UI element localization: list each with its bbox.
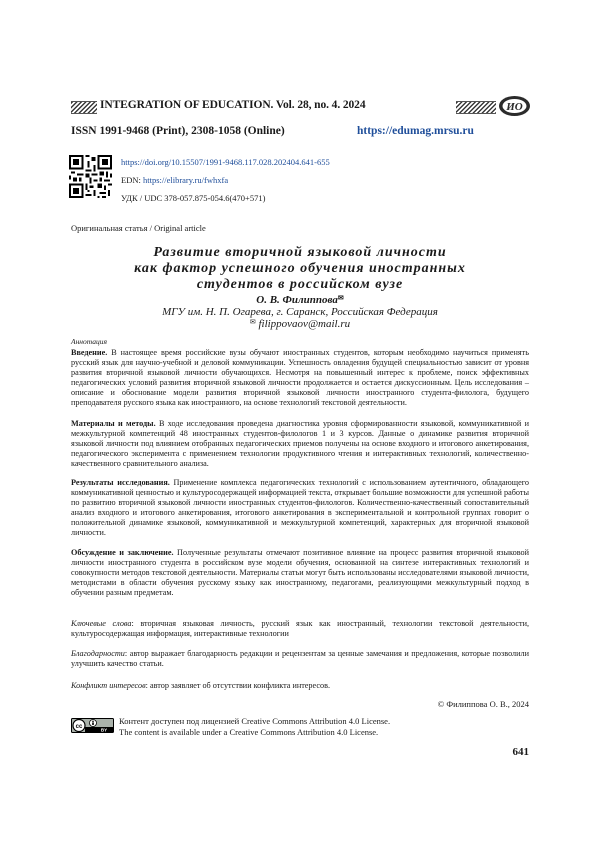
author-email-line: [71, 318, 529, 330]
copyright: © Филиппова О. В., 2024: [437, 699, 529, 709]
header-ornament-left: [71, 101, 97, 114]
article-title-line: студентов в российском вузе: [196, 277, 404, 292]
journal-header: [71, 98, 529, 115]
license-text-en: The content is available under a Creative Commons Attribution 4.0 License.: [119, 727, 379, 737]
acknowledgements-text: : автор выражает благодарность редакции и рецензентам за ценные замечания и предложения, которые позволили улучшить качество статьи.: [71, 649, 529, 668]
journal-title: INTEGRATION OF EDUCATION. Vol. 28, no. 4. 2024: [100, 99, 366, 111]
udk-code: УДК / UDC 378-057.875-054.6(470+571): [121, 193, 266, 203]
abstract-section-heading: Материалы и методы.: [71, 419, 156, 428]
journal-logo-text: ИО: [506, 101, 523, 113]
abstract-introduction: [71, 348, 529, 408]
qr-code-icon: [69, 155, 112, 198]
article-title: [71, 245, 529, 293]
abstract-section-heading: Результаты исследования.: [71, 478, 170, 487]
keywords: [71, 619, 529, 639]
abstract-section-text: В настоящее время российские вузы обучают иностранных студентов, которым необходимо научиться применять русский язык для научно-учебной и деловой коммуникации. Успешность овладения будущей специальностью зависит от уровня развития вторичной языковой личности обучающихся. Несмотря на повышенный интерес к проблеме, поиск эффективных педагогических условий развития вторичной языковой личности продолжается и остается дискуссионным. Цель исследования – описание и обоснование модели развития вторичной языковой личности иностранного студента-филолога, будущего преподавателя русского языка как иностранного, на основе технологий текстовой деятельности.: [71, 348, 529, 407]
header-ornament-right: [456, 101, 496, 114]
abstract-section-text: Полученные результаты отмечают позитивное влияние на процесс развития вторичной языковой личности иностранного студента в российском вузе модели обучения, основанной на синтезе интерактивных технологий и совокупности методов текстовой деятельности. Материалы статьи могут быть использованы исследователями языковой личности, методистами в области обучения русскому языку как иностранному, педагогами, реализующими межкультурный подход в обучении разным предметам.: [71, 548, 529, 597]
author-name-text: О. В. Филиппова: [256, 294, 338, 306]
article-title-line: как фактор успешного обучения иностранных: [134, 261, 466, 276]
conflict-label: Конфликт интересов: [71, 681, 146, 690]
cc-by-license-icon[interactable]: [71, 718, 114, 733]
doi-link[interactable]: https://doi.org/10.15507/1991-9468.117.028.202404.641-655: [121, 157, 330, 167]
author-affiliation: МГУ им. Н. П. Огарева, г. Саранск, Российская Федерация: [162, 306, 438, 318]
article-title-line: Развитие вторичной языковой личности: [153, 245, 447, 260]
abstract-section-text: В ходе исследования проведена диагностика уровня сформированности языковой, коммуникативной и межкультурной компетенций 48 иностранных студентов-филологов 1 и 3 курсов. Данные о динамике развития вторичной языковой личности под влиянием отобранных педагогических приемов получены на основе входного и итогового анкетирования, педагогического эксперимента с применением технологии продуктивного чтения и интерактивных технологий, количественно-качественного сравнительного анализа.: [71, 419, 529, 468]
edn-label: EDN:: [121, 175, 143, 185]
mail-icon: ✉: [249, 318, 256, 326]
abstract-label: Аннотация: [71, 337, 108, 346]
abstract-discussion: [71, 548, 529, 598]
abstract-results: [71, 478, 529, 538]
author-email[interactable]: filippovaov@mail.ru: [258, 318, 351, 330]
abstract-methods: [71, 419, 529, 469]
acknowledgements: [71, 649, 529, 669]
license-text-ru: Контент доступен под лицензией Creative Commons Attribution 4.0 License.: [119, 716, 391, 726]
abstract-section-heading: Введение.: [71, 348, 108, 357]
article-type: Оригинальная статья / Original article: [71, 223, 206, 233]
page-number: 641: [512, 746, 529, 758]
mail-icon: ✉: [337, 294, 344, 302]
conflict-text: : автор заявляет об отсутствии конфликта интересов.: [145, 681, 331, 690]
edn-link[interactable]: https://elibrary.ru/fwhxfa: [142, 175, 229, 185]
svg-text:cc: cc: [75, 724, 83, 730]
author-name: [71, 294, 529, 306]
acknowledgements-label: Благодарности: [71, 649, 125, 658]
edn-line: [121, 175, 228, 185]
journal-site-link[interactable]: https://edumag.mrsu.ru: [357, 125, 474, 137]
keywords-text: : вторичная языковая личность, русский язык как иностранный, технологии текстовой деятельности, культуросодержащая информация, интерактивные технологии: [71, 619, 529, 638]
journal-logo-icon: [498, 95, 531, 117]
cc-badge-text: BY: [100, 727, 108, 733]
abstract-section-heading: Обсуждение и заключение.: [71, 548, 174, 557]
abstract-section-text: Применение комплекса педагогических технологий с использованием аутентичного, обладающего коммуникативной ценностью и культуросодержащей информацией текста, открывает большие возможности для успешной работы по развитию вторичной языковой личности иностранных студентов-филологов. Количественно-качественный сопоставительный анализ входного и итогового анкетирования, итогового анкетирования в экспериментальной и контрольной группах говорит о положительной динамике языковой, коммуникативной и межкультурной компетенций, характерных для вторичной языковой личности.: [71, 478, 529, 537]
keywords-label: Ключевые слова: [71, 619, 132, 628]
issn: ISSN 1991-9468 (Print), 2308-1058 (Online): [71, 125, 285, 137]
conflict-of-interest: [71, 681, 529, 691]
